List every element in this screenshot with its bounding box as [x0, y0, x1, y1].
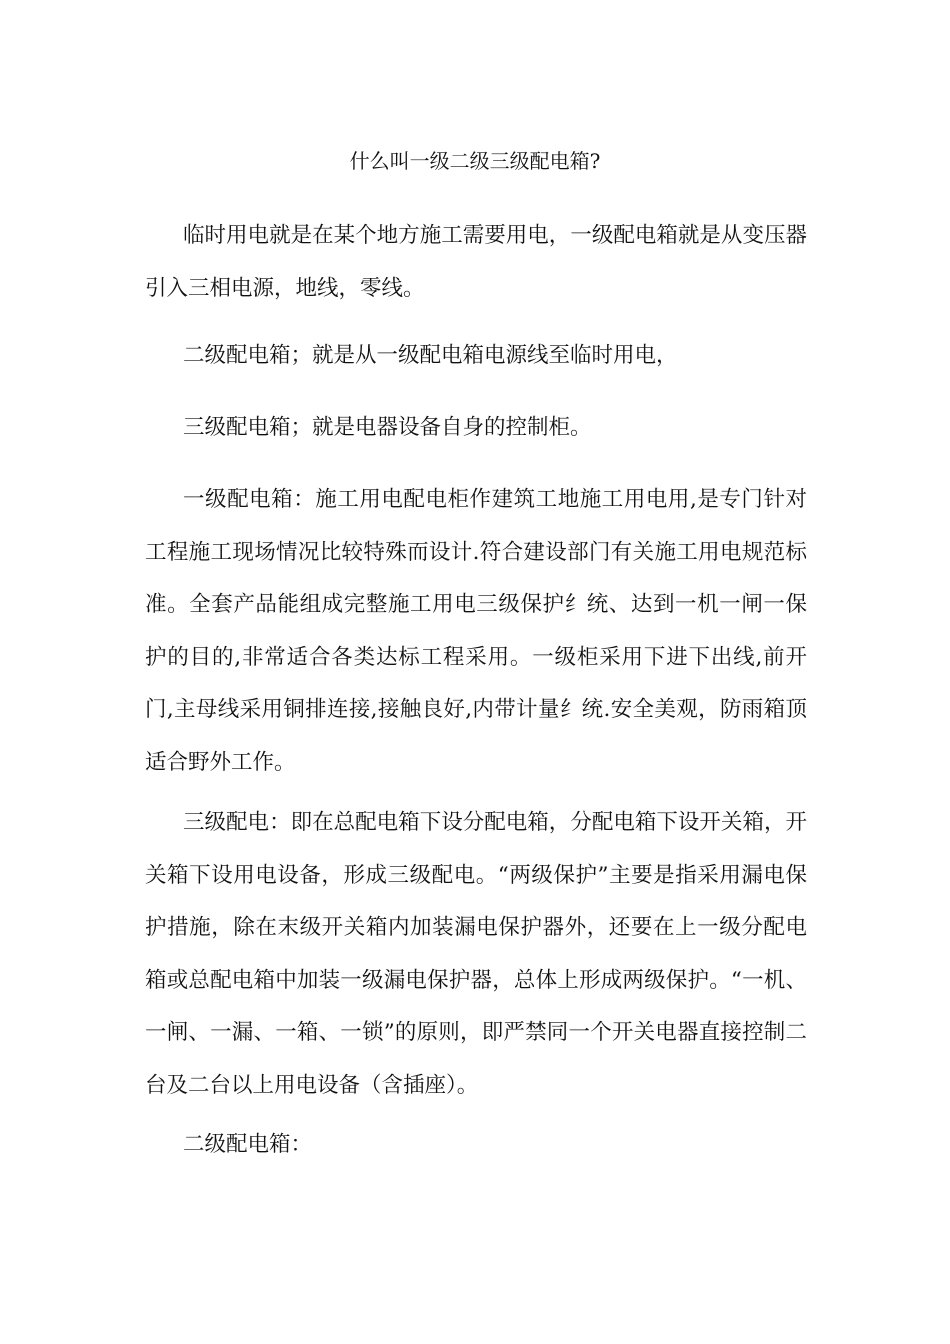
document-title: 什么叫一级二级三级配电箱? — [349, 149, 601, 173]
paragraph-secondary-box-heading: 二级配电箱： — [183, 1132, 313, 1157]
paragraph-primary-box-description: 一级配电箱：施工用电配电柜作建筑工地施工用电用,是专门针对工程施工现场情况比较特殊而设计.符合建设部门有关施工用电规范标准。全套产品能组成完整施工用电三级保护纟统、达到一机一闸一保护的目的,非常适合各类达标工程采用。一级柜采用下进下出线,前开门,主母线采用铜排连接,接触良好,内带计量纟统.安全美观，防雨箱顶适合野外工作。 — [145, 487, 807, 775]
paragraph-three-level-distribution: 三级配电：即在总配电箱下设分配电箱，分配电箱下设开关箱，开关箱下设用电设备，形成三级配电。“两级保护”主要是指采用漏电保护措施，除在末级开关箱内加装漏电保护器外，还要在上一级分配电箱或总配电箱中加装一级漏电保护器，总体上形成两级保护。“一机、一闸、一漏、一箱、一锁”的原则，即严禁同一个开关电器直接控制二台及二台以上用电设备（含插座）。 — [145, 810, 807, 1098]
paragraph-tertiary-box: 三级配电箱；就是电器设备自身的控制柜。 — [183, 415, 592, 440]
paragraph-secondary-box: 二级配电箱；就是从一级配电箱电源线至临时用电， — [183, 343, 678, 368]
paragraph-temporary-power: 临时用电就是在某个地方施工需要用电，一级配电箱就是从变压器引入三相电源，地线，零线。 — [145, 223, 807, 301]
